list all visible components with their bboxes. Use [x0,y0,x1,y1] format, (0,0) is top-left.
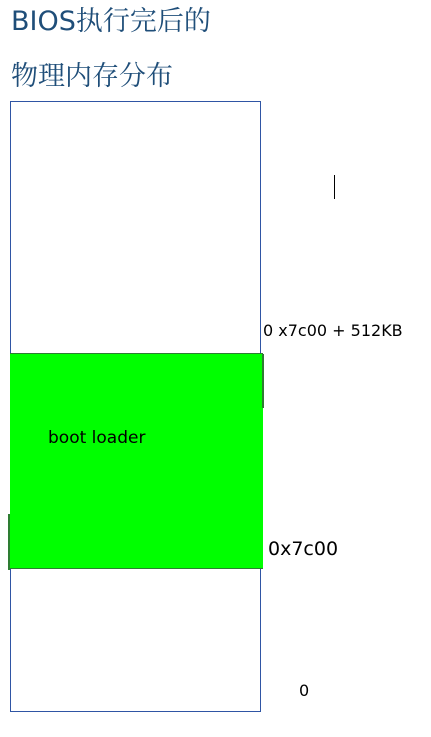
region-left-edge-mark [8,514,10,570]
region-bottom-address-label: 0x7c00 [268,538,339,560]
title-line-2: 物理内存分布 [11,61,173,92]
title-line-1: BIOS执行完后的 [11,6,211,37]
text-cursor [334,175,335,199]
memory-base-address-label: 0 [299,681,310,700]
region-top-address-label: 0 x7c00 + 512KB [263,321,403,340]
boot-loader-region [10,353,263,569]
boot-loader-label: boot loader [48,428,146,448]
region-right-edge-mark [262,354,264,408]
